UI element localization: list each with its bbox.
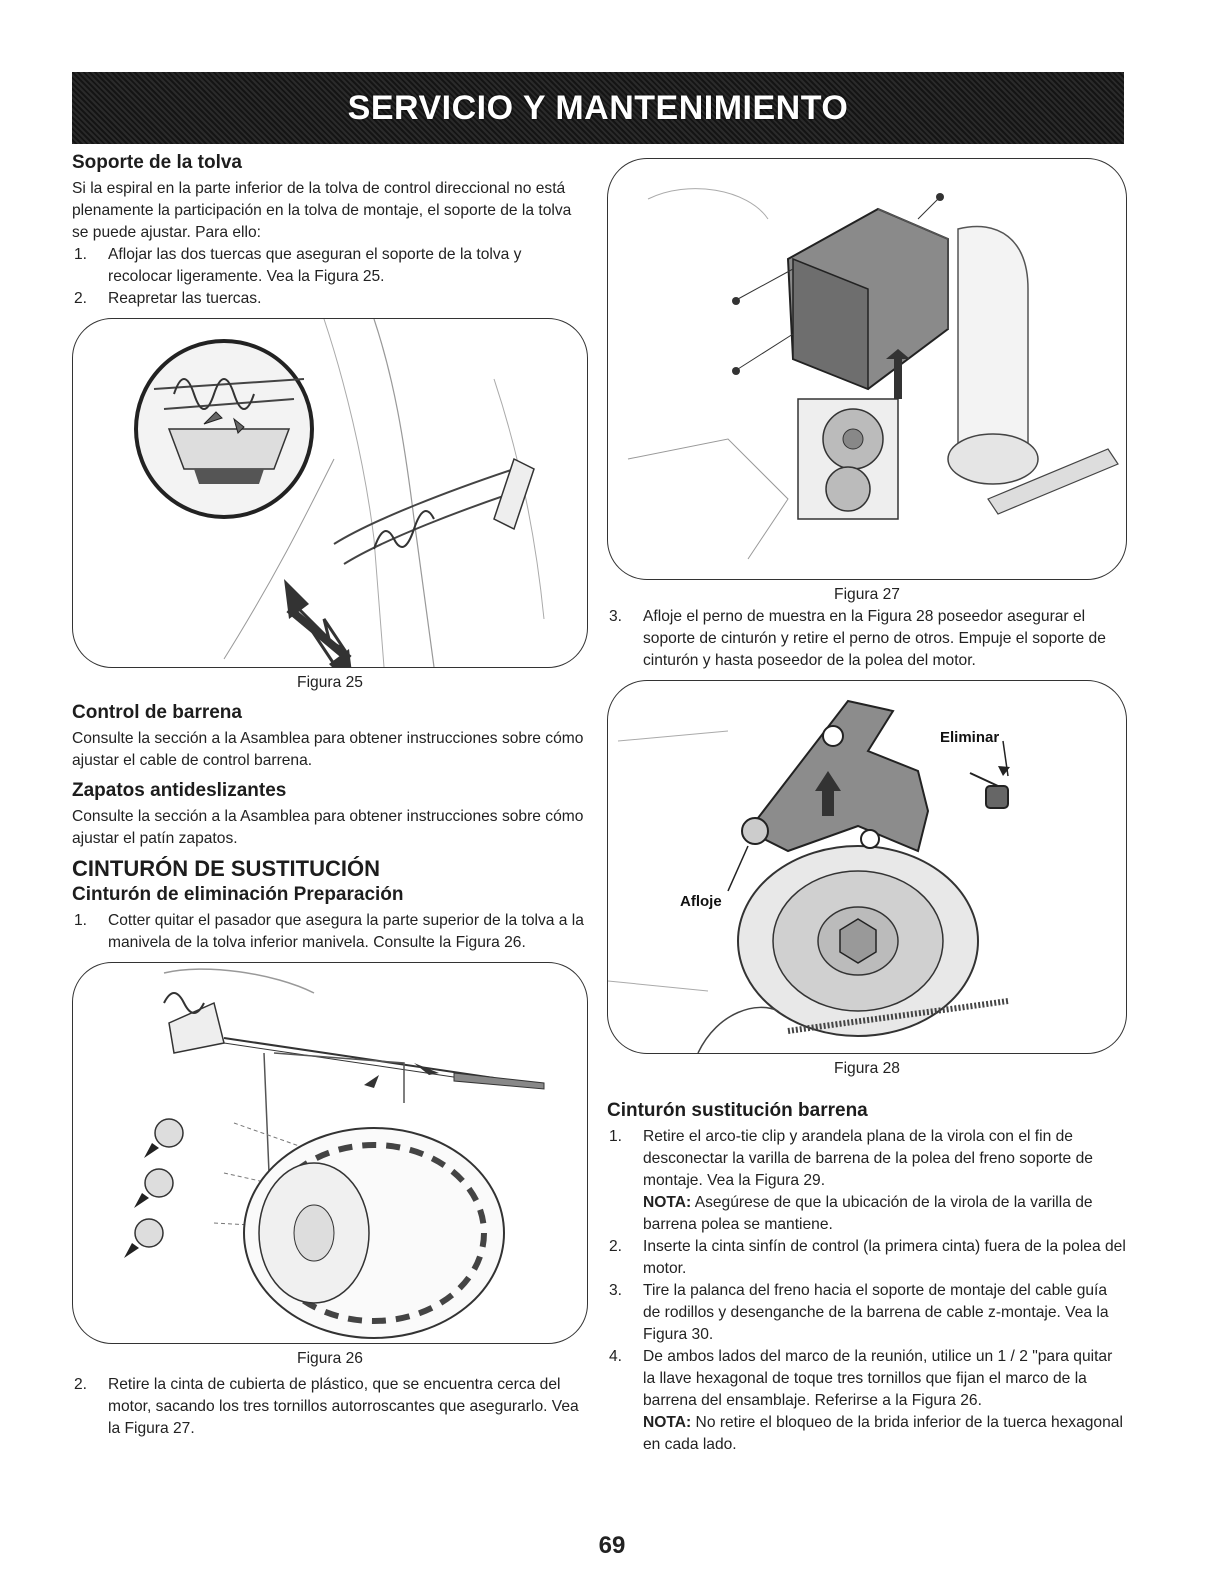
subheading-cinturon-eliminacion: Cinturón de eliminación Preparación [72,884,404,905]
step-text: Afloje el perno de muestra en la Figura 28 poseedor asegurar el soporte de cinturón y retire el perno de otros. Empuje el soporte de cinturón y hasta poseedor de la polea del motor. [643,608,1106,669]
list-item [72,1374,588,1440]
list-item [72,288,588,310]
heading-cinturon-barrena: Cinturón sustitución barrena [607,1100,868,1121]
figure-27-illustration [607,158,1127,580]
figure-28-caption: Figura 28 [834,1060,900,1077]
heading-cinturon-sustitucion: CINTURÓN DE SUSTITUCIÓN [72,856,380,881]
list-item [607,1280,1127,1346]
list-item [607,1126,1127,1236]
step-text: Inserte la cinta sinfín de control (la primera cinta) fuera de la polea del motor. [643,1238,1126,1277]
figure-26-illustration [72,962,588,1344]
section-banner [72,72,1124,144]
page-number: 69 [598,1532,626,1559]
figure-25-illustration [72,318,588,668]
step-number: 1. [609,1128,623,1145]
note-text: No retire el bloqueo de la brida inferior de la tuerca hexagonal en cada lado. [643,1414,1123,1453]
step-number: 2. [74,290,88,307]
step-number: 3. [609,1282,623,1299]
note-label: NOTA: [643,1414,692,1431]
figure-25-caption: Figura 25 [297,674,363,691]
steps-after-fig26 [72,1374,588,1440]
figure-27-caption: Figura 27 [834,586,900,603]
chute-bracket-illustration [73,319,587,667]
step-text: Cotter quitar el pasador que asegura la parte superior de la tolva a la manivela de la tolva inferior manivela. Consulte la Figura 26. [108,912,584,951]
heading-zapatos: Zapatos antideslizantes [72,780,287,801]
auger-frame-illustration [73,963,587,1343]
step-number: 3. [609,608,623,625]
heading-soporte-tolva: Soporte de la tolva [72,152,242,173]
step-number: 1. [74,912,88,929]
callout-eliminar: Eliminar [940,729,1000,746]
step-text: Aflojar las dos tuercas que aseguran el soporte de la tolva y recolocar ligeramente. Vea la Figura 25. [108,246,522,285]
heading-control-barrena: Control de barrena [72,702,242,723]
belt-cover-illustration [608,159,1126,579]
list-item [72,244,588,288]
step-number: 4. [609,1348,623,1365]
steps-soporte [72,244,588,310]
list-item [607,1346,1127,1456]
list-item [72,910,588,954]
right-column [607,152,1127,1456]
step-text: Tire la palanca del freno hacia el soporte de montaje del cable guía de rodillos y desenganche de la barrena de cable z-montaje. Vea la Figura 30. [643,1282,1109,1343]
paragraph-control-barrena: Consulte la sección a la Asamblea para obtener instrucciones sobre cómo ajustar el cable de control barrena. [72,730,584,769]
note-label: NOTA: [643,1194,692,1211]
callout-afloje: Afloje [680,893,722,910]
steps-fig27 [607,606,1127,672]
figure-28-illustration [607,680,1127,1054]
left-column [72,152,588,1440]
step-text: De ambos lados del marco de la reunión, utilice un 1 / 2 "para quitar la llave hexagonal de toque tres tornillos que fijan el marco de la barrena del ensamblaje. Referirse a la Figura 26. [643,1348,1113,1409]
step-text: Retire el arco-tie clip y arandela plana de la virola con el fin de desconectar la varilla de barrena de la polea del freno soporte de montaje. Vea la Figura 29. [643,1128,1093,1189]
belt-bracket-illustration [608,681,1126,1053]
section-title: SERVICIO Y MANTENIMIENTO [347,88,849,127]
step-number: 2. [74,1376,88,1393]
paragraph-soporte-intro: Si la espiral en la parte inferior de la tolva de control direccional no está plenamente la participación en la tolva de montaje, el soporte de la tolva se puede ajustar. Para ello: [72,180,572,241]
list-item [607,606,1127,672]
steps-barrena [607,1126,1127,1456]
figure-26-caption: Figura 26 [297,1350,363,1367]
paragraph-zapatos: Consulte la sección a la Asamblea para obtener instrucciones sobre cómo ajustar el patín zapatos. [72,808,584,847]
step-text: Retire la cinta de cubierta de plástico, que se encuentra cerca del motor, sacando los tres tornillos autorroscantes que asegurarlo. Vea la Figura 27. [108,1376,579,1437]
steps-cinturon [72,910,588,954]
step-number: 2. [609,1238,623,1255]
step-text: Reapretar las tuercas. [108,290,262,307]
list-item [607,1236,1127,1280]
note-text: Asegúrese de que la ubicación de la virola de la varilla de barrena polea se mantiene. [643,1194,1093,1233]
step-number: 1. [74,246,88,263]
